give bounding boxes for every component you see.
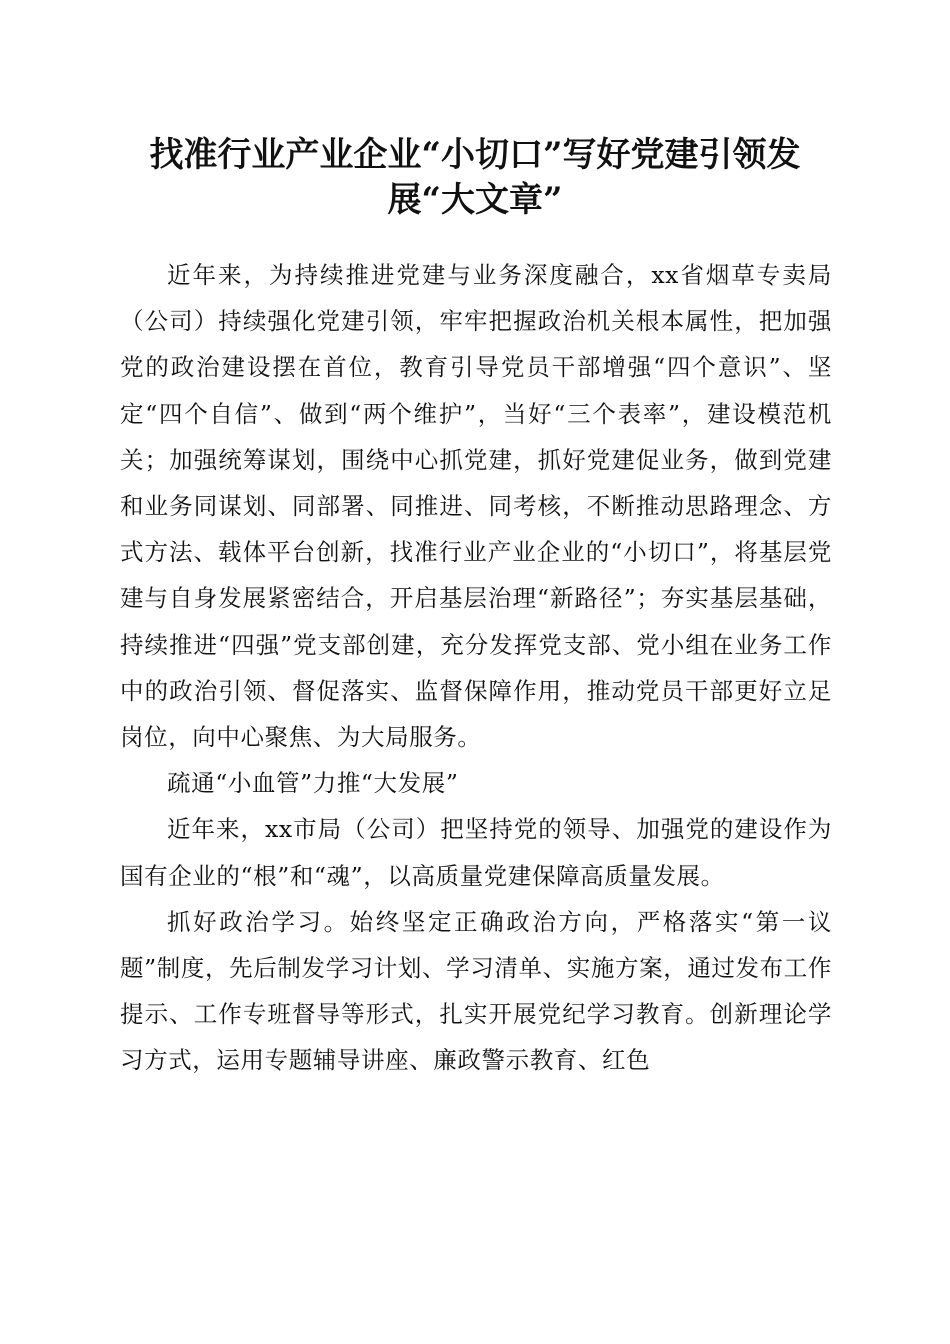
section-heading: 疏通“小血管”力推“大发展” <box>167 769 459 798</box>
paragraph-intro: 近年来，为持续推进党建与业务深度融合，xx省烟草专卖局（公司）持续强化党建引领，牢牢把握政治机关根本属性，把加强党的政治建设摆在首位，教育引导党员干部增强“四个意识”、坚定“四个自信”、做到“两个维护”，当好“三个表率”，建设模范机关；加强统筹谋划，围绕中心抓党建，抓好党建促业务，做到党建和业务同谋划、同部署、同推进、同考核，不断推动思路理念、方式方法、载体平台创新，找准行业产业企业的“小切口”，将基层党建与自身发展紧密结合，开启基层治理“新路径”；夯实基层基础，持续推进“四强”党支部创建，充分发挥党支部、党小组在业务工作中的政治引领、督促落实、监督保障作用，推动党员干部更好立足岗位，向中心聚焦、为大局服务。 <box>120 261 832 752</box>
document-title: 找准行业产业企业“小切口”写好党建引领发展“大文章” <box>149 135 801 220</box>
paragraph-city-bureau: 近年来，xx市局（公司）把坚持党的领导、加强党的建设作为国有企业的“根”和“魂”，以高质量党建保障高质量发展。 <box>120 815 832 890</box>
document-body <box>120 252 832 1084</box>
paragraph-political-study: 抓好政治学习。始终坚定正确政治方向，严格落实“第一议题”制度，先后制发学习计划、学习清单、实施方案，通过发布工作提示、工作专班督导等形式，扎实开展党纪学习教育。创新理论学习方式，运用专题辅导讲座、廉政警示教育、红色 <box>120 907 832 1075</box>
